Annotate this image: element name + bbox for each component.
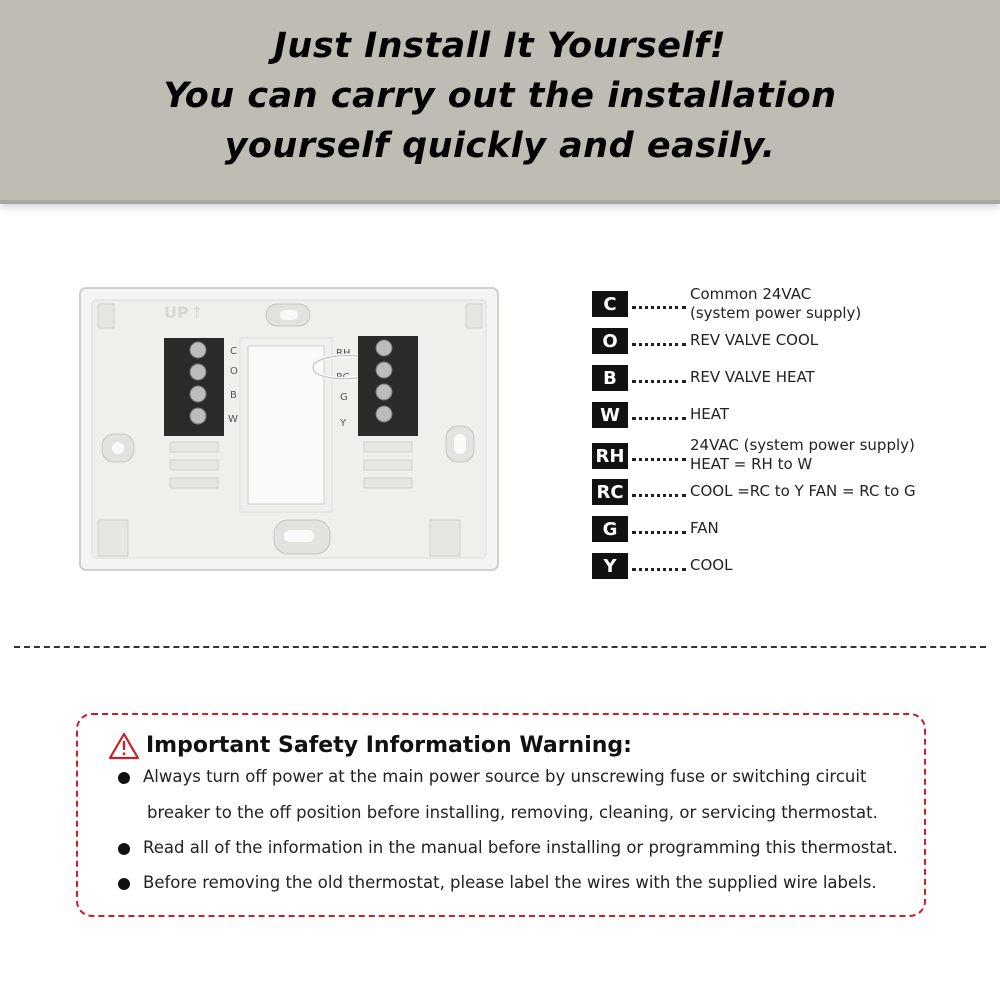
legend-desc: REV VALVE HEAT xyxy=(690,368,815,386)
dotted-leader xyxy=(632,531,686,534)
terminal-label-o: O xyxy=(230,366,238,377)
legend-desc: 24VAC (system power supply) HEAT = RH to W xyxy=(690,436,915,473)
legend-badge: O xyxy=(592,328,628,354)
dotted-leader xyxy=(632,568,686,571)
dotted-leader xyxy=(632,494,686,497)
embossed-up-text: UP xyxy=(164,303,189,322)
legend-badge: RH xyxy=(592,443,628,469)
terminal-label-rh: RH xyxy=(336,348,351,359)
terminal-label-c: C xyxy=(230,346,237,357)
legend-desc: Common 24VAC (system power supply) xyxy=(690,285,862,322)
legend-row-w xyxy=(592,401,730,429)
warning-item-2: Read all of the information in the manual before installing or programming this thermostat. xyxy=(143,838,898,857)
warning-triangle-icon xyxy=(108,732,140,760)
legend-desc: COOL xyxy=(690,556,733,574)
banner-line-3: yourself quickly and easily. xyxy=(224,126,776,166)
header-banner xyxy=(0,0,1000,204)
terminal-label-g: G xyxy=(340,392,348,403)
dotted-leader xyxy=(632,343,686,346)
terminal-label-b: B xyxy=(230,390,237,401)
warning-item-1: Always turn off power at the main power source by unscrewing fuse or switching circuit xyxy=(143,767,867,786)
bullet-dot xyxy=(118,772,130,784)
legend-desc: FAN xyxy=(690,519,719,537)
wall-plate-image xyxy=(78,286,502,574)
banner-line-1: Just Install It Yourself! xyxy=(273,26,727,66)
banner-line-2: You can carry out the installation xyxy=(163,76,837,116)
legend-badge: C xyxy=(592,291,628,317)
legend-row-o xyxy=(592,327,819,355)
legend-badge: B xyxy=(592,365,628,391)
bullet-dot xyxy=(118,878,130,890)
legend-row-y xyxy=(592,552,733,580)
warning-item-1-continued: breaker to the off position before installing, removing, cleaning, or servicing thermostat. xyxy=(147,803,878,822)
dotted-leader xyxy=(632,306,686,309)
legend-row-g xyxy=(592,515,719,543)
terminal-label-y: Y xyxy=(340,418,347,429)
legend-desc: HEAT xyxy=(690,405,730,423)
legend-desc: COOL =RC to Y FAN = RC to G xyxy=(690,482,916,500)
dotted-leader xyxy=(632,417,686,420)
warning-item-3: Before removing the old thermostat, please label the wires with the supplied wire labels. xyxy=(143,873,877,892)
legend-badge: Y xyxy=(592,553,628,579)
terminal-label-rc: RC xyxy=(336,372,350,383)
dotted-leader xyxy=(632,458,686,461)
legend-badge: RC xyxy=(592,479,628,505)
legend-row-rc xyxy=(592,478,916,506)
legend-row-b xyxy=(592,364,815,392)
svg-text:↑: ↑ xyxy=(190,303,204,322)
legend-badge: G xyxy=(592,516,628,542)
dotted-leader xyxy=(632,380,686,383)
wall-plate-drawing xyxy=(78,286,502,574)
legend-row-rh xyxy=(592,436,915,473)
terminal-label-w: W xyxy=(228,414,238,425)
legend-badge: W xyxy=(592,402,628,428)
warning-title: Important Safety Information Warning: xyxy=(146,733,632,758)
legend-row-c xyxy=(592,285,862,322)
bullet-dot xyxy=(118,843,130,855)
dashed-divider xyxy=(14,646,986,648)
legend-desc: REV VALVE COOL xyxy=(690,331,819,349)
